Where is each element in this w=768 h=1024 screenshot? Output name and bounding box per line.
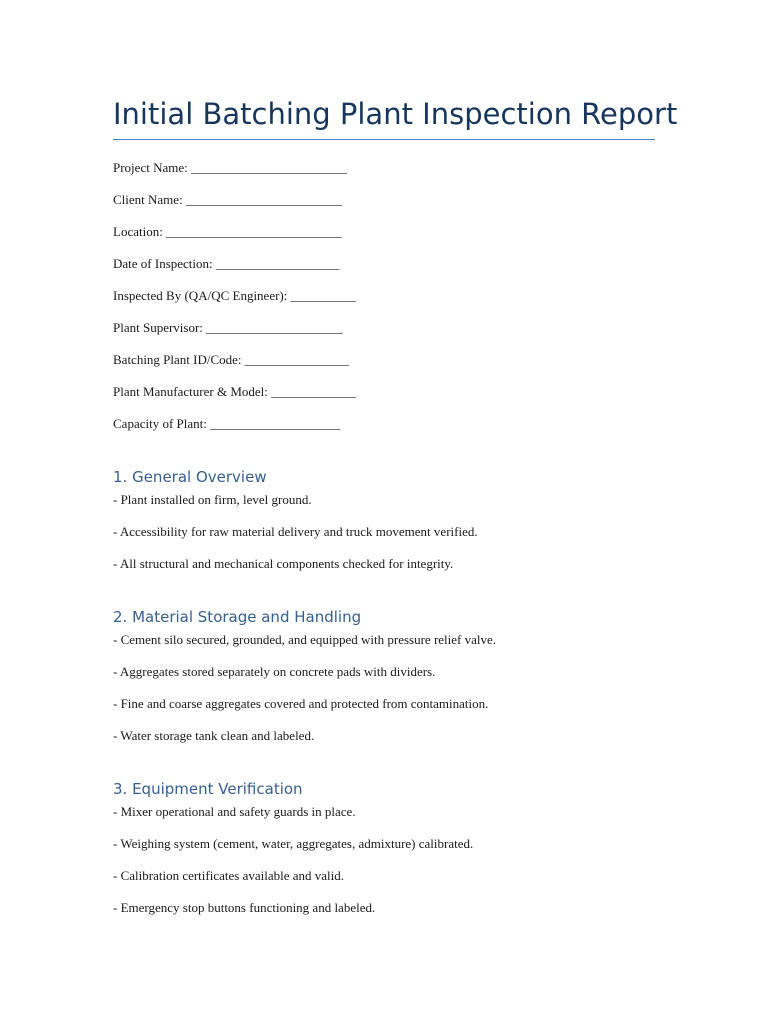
field-blank: ____________________ — [210, 416, 341, 431]
field-blank: ___________________ — [215, 256, 340, 271]
field-label: Plant Manufacturer & Model: — [113, 384, 268, 399]
field-label: Client Name: — [113, 192, 183, 207]
document-title: Initial Batching Plant Inspection Report — [113, 97, 678, 131]
field-label: Plant Supervisor: — [113, 320, 203, 335]
field-label: Batching Plant ID/Code: — [113, 352, 242, 367]
field-blank: _____________ — [271, 384, 356, 399]
field-blank: ________________ — [244, 352, 349, 367]
field-plant-supervisor — [113, 319, 343, 337]
field-client-name — [113, 191, 342, 209]
checklist-item: - Accessibility for raw material delivery and truck movement verified. — [113, 524, 478, 539]
checklist-item: - Plant installed on firm, level ground. — [113, 492, 312, 507]
section-heading-material-storage: 2. Material Storage and Handling — [113, 608, 362, 626]
checklist-item: - All structural and mechanical components checked for integrity. — [113, 556, 454, 571]
field-project-name — [113, 159, 347, 177]
checklist-item: - Fine and coarse aggregates covered and protected from contamination. — [113, 696, 489, 711]
field-label: Location: — [113, 224, 163, 239]
section-heading-equipment-verification: 3. Equipment Verification — [113, 780, 303, 798]
field-label: Capacity of Plant: — [113, 416, 207, 431]
field-capacity — [113, 415, 340, 433]
field-label: Date of Inspection: — [113, 256, 213, 271]
checklist-item: - Mixer operational and safety guards in place. — [113, 804, 356, 819]
field-plant-id — [113, 351, 349, 369]
checklist-item: - Emergency stop buttons functioning and labeled. — [113, 900, 376, 915]
field-inspected-by — [113, 287, 356, 305]
checklist-item: - Aggregates stored separately on concrete pads with dividers. — [113, 664, 436, 679]
checklist-item: - Weighing system (cement, water, aggregates, admixture) calibrated. — [113, 836, 474, 851]
field-blank: _____________________ — [206, 320, 343, 335]
field-blank: ________________________ — [185, 192, 342, 207]
field-label: Inspected By (QA/QC Engineer): — [113, 288, 288, 303]
checklist-item: - Calibration certificates available and valid. — [113, 868, 345, 883]
checklist-item: - Water storage tank clean and labeled. — [113, 728, 315, 743]
field-blank: ___________________________ — [166, 224, 342, 239]
field-blank: ________________________ — [190, 160, 347, 175]
field-date-of-inspection — [113, 255, 339, 273]
field-blank: __________ — [290, 288, 356, 303]
section-heading-general-overview: 1. General Overview — [113, 468, 267, 486]
field-label: Project Name: — [113, 160, 188, 175]
field-location — [113, 223, 342, 241]
title-underline — [113, 139, 655, 140]
checklist-item: - Cement silo secured, grounded, and equipped with pressure relief valve. — [113, 632, 497, 647]
field-manufacturer-model — [113, 383, 356, 401]
